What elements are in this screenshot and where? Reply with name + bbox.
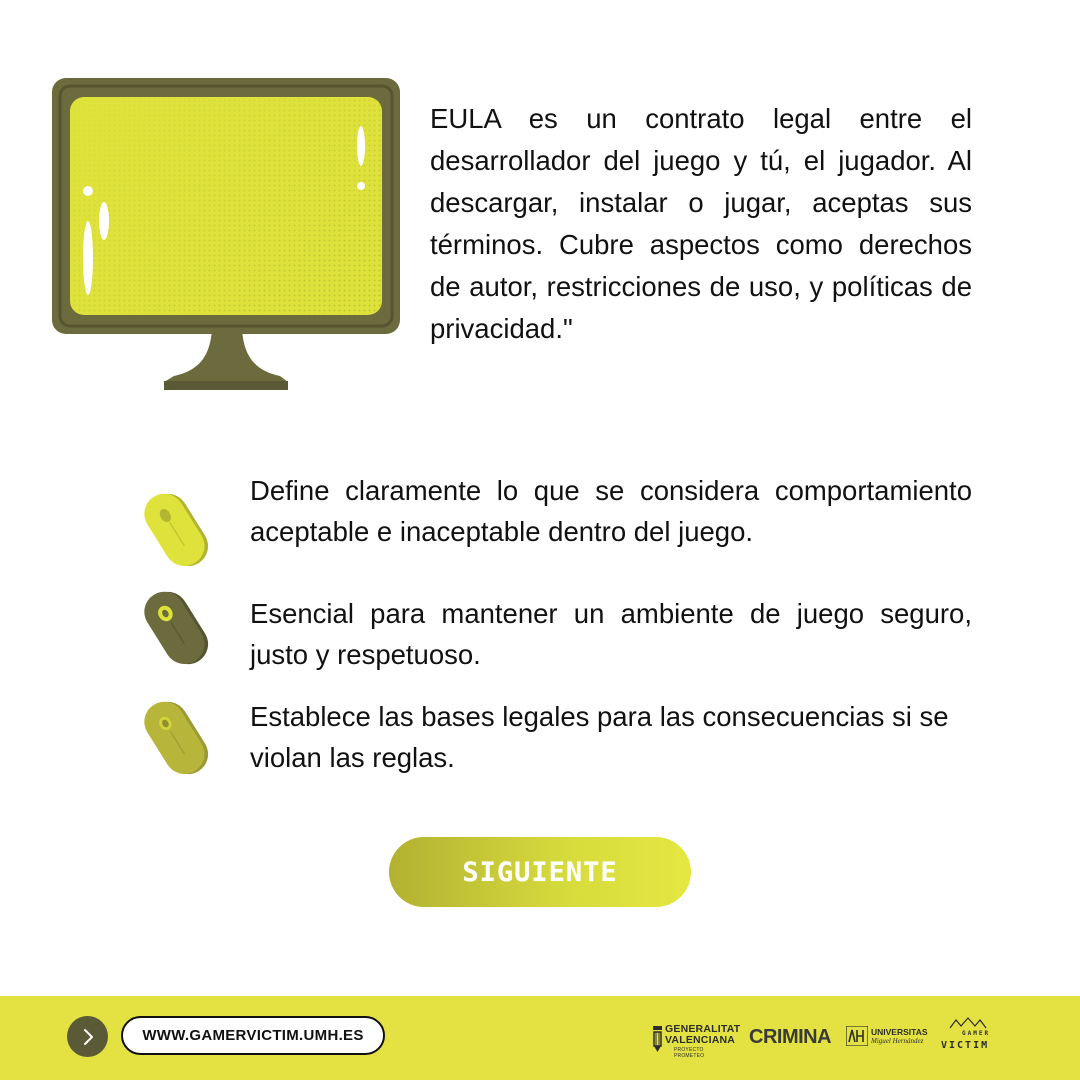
crimina-logo xyxy=(749,1026,831,1049)
computer-mouse-icon xyxy=(138,583,218,673)
valenciana-text: VALENCIANA xyxy=(665,1034,736,1046)
generalitat-crest-icon xyxy=(652,1024,663,1054)
bullet-text-legal: Establece las bases legales para las consecuencias si se violan las reglas. xyxy=(250,701,949,773)
victim-text: VICTIM xyxy=(941,1040,990,1051)
gamer-text: GAMER xyxy=(962,1030,991,1037)
footer-bar xyxy=(0,996,1080,1080)
monitor-illustration xyxy=(52,78,400,392)
miguel-hernandez-text: Miguel Hernández xyxy=(871,1037,924,1045)
proyecto-prometeo-text: PROYECTO PROMETEO xyxy=(674,1047,705,1059)
next-arrow-button[interactable] xyxy=(67,1016,108,1057)
siguiente-button[interactable]: SIGUIENTE xyxy=(389,837,691,907)
umh-emblem-icon xyxy=(846,1026,868,1046)
crown-icon xyxy=(948,1016,988,1030)
eula-intro-text: EULA es un contrato legal entre el desarrollador del juego y tú, el jugador. Al descargar, instalar o jugar, aceptas sus términos. Cubre aspectos como derechos de autor, restricciones de uso, y políticas de privacidad." xyxy=(430,103,972,344)
bullet-text-environment: Esencial para mantener un ambiente de juego seguro, justo y respetuoso. xyxy=(250,598,972,670)
gamer-victim-logo xyxy=(938,1016,1000,1056)
bullet-text-behavior: Define claramente lo que se considera comportamiento aceptable e inaceptable dentro del juego. xyxy=(250,475,972,547)
computer-mouse-icon xyxy=(138,693,218,783)
crimina-text: CRIMINA xyxy=(749,1026,832,1048)
chevron-right-icon xyxy=(80,1028,96,1046)
computer-mouse-icon xyxy=(138,485,218,575)
umh-logo xyxy=(846,1026,926,1048)
generalitat-text: GENERALITAT xyxy=(665,1023,741,1035)
website-url-link[interactable]: WWW.GAMERVICTIM.UMH.ES xyxy=(121,1016,385,1055)
universitas-text: UNIVERSITAS xyxy=(871,1027,928,1037)
